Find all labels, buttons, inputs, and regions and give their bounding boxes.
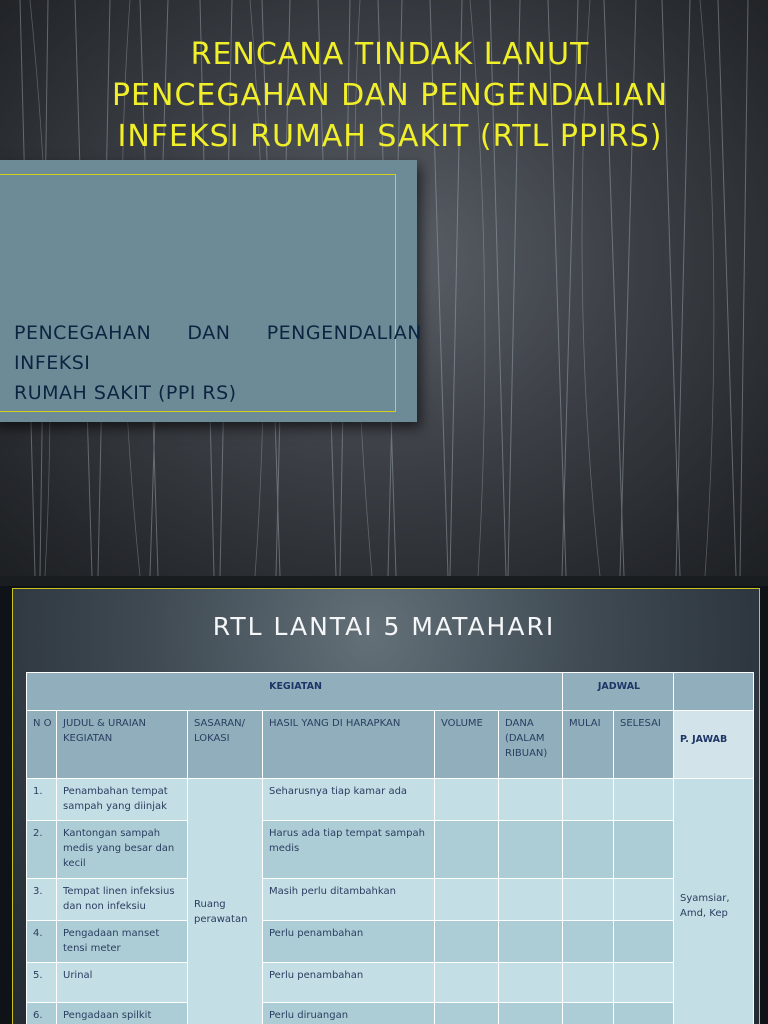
row-volume	[435, 879, 499, 921]
subtitle-line-1: PENCEGAHAN DAN PENGENDALIAN INFEKSI	[14, 322, 422, 374]
row-dana	[499, 879, 563, 921]
row-no: 6.	[27, 1003, 57, 1024]
table-row	[27, 779, 754, 821]
row-volume	[435, 779, 499, 821]
row-dana	[499, 779, 563, 821]
row-dana	[499, 921, 563, 963]
table-row	[27, 1003, 754, 1024]
row-mulai	[563, 821, 614, 879]
row-judul: Urinal	[57, 963, 188, 1003]
slide-2-title: RTL LANTAI 5 MATAHARI	[212, 612, 556, 641]
col-pj: P. JAWAB	[674, 711, 754, 779]
row-volume	[435, 1003, 499, 1024]
title-line-3: INFEKSI RUMAH SAKIT (RTL PPIRS)	[117, 119, 663, 154]
sasaran-cell: Ruang perawatan	[188, 779, 263, 1024]
group-header-row	[27, 673, 754, 711]
subtitle-text	[14, 318, 422, 408]
row-hasil: Seharusnya tiap kamar ada	[263, 779, 435, 821]
row-volume	[435, 963, 499, 1003]
row-hasil: Harus ada tiap tempat sampah medis	[263, 821, 435, 879]
col-judul: JUDUL & URAIAN KEGIATAN	[57, 711, 188, 779]
col-mulai: MULAI	[563, 711, 614, 779]
row-selesai	[614, 1003, 674, 1024]
row-volume	[435, 821, 499, 879]
row-mulai	[563, 1003, 614, 1024]
row-mulai	[563, 963, 614, 1003]
row-volume	[435, 921, 499, 963]
row-no: 3.	[27, 879, 57, 921]
slide-divider	[0, 576, 768, 586]
row-no: 2.	[27, 821, 57, 879]
row-mulai	[563, 879, 614, 921]
rtl-table	[26, 672, 754, 1024]
title-line-2: PENCEGAHAN DAN PENGENDALIAN	[111, 78, 669, 113]
row-judul: Pengadaan manset tensi meter	[57, 921, 188, 963]
row-judul: Tempat linen infeksius dan non infeksiu	[57, 879, 188, 921]
row-judul: Pengadaan spilkit	[57, 1003, 188, 1024]
row-no: 5.	[27, 963, 57, 1003]
row-selesai	[614, 879, 674, 921]
slide-2	[0, 586, 768, 1024]
table-row	[27, 821, 754, 879]
table-row	[27, 921, 754, 963]
row-judul: Kantongan sampah medis yang besar dan kecil	[57, 821, 188, 879]
table-row	[27, 879, 754, 921]
row-dana	[499, 963, 563, 1003]
subtitle-line-2: RUMAH SAKIT (PPI RS)	[14, 382, 237, 404]
col-sasaran: SASARAN/ LOKASI	[188, 711, 263, 779]
row-no: 1.	[27, 779, 57, 821]
title-line-1: RENCANA TINDAK LANUT	[190, 37, 590, 72]
row-selesai	[614, 963, 674, 1003]
slide-title	[60, 34, 720, 157]
table-row	[27, 963, 754, 1003]
row-dana	[499, 821, 563, 879]
col-dana: DANA (DALAM RIBUAN)	[499, 711, 563, 779]
jadwal-header: JADWAL	[563, 673, 674, 711]
row-judul: Penambahan tempat sampah yang diinjak	[57, 779, 188, 821]
row-hasil: Perlu penambahan	[263, 921, 435, 963]
row-hasil: Masih perlu ditambahkan	[263, 879, 435, 921]
row-hasil: Perlu penambahan	[263, 963, 435, 1003]
header-spacer	[674, 673, 754, 711]
row-selesai	[614, 821, 674, 879]
row-selesai	[614, 779, 674, 821]
row-mulai	[563, 779, 614, 821]
col-hasil: HASIL YANG DI HARAPKAN	[263, 711, 435, 779]
row-selesai	[614, 921, 674, 963]
row-mulai	[563, 921, 614, 963]
pj-cell: Syamsiar, Amd, Kep	[674, 779, 754, 1024]
col-selesai: SELESAI	[614, 711, 674, 779]
kegiatan-header: KEGIATAN	[27, 673, 563, 711]
col-no: N O	[27, 711, 57, 779]
col-volume: VOLUME	[435, 711, 499, 779]
row-hasil: Perlu diruangan	[263, 1003, 435, 1024]
column-header-row	[27, 711, 754, 779]
row-no: 4.	[27, 921, 57, 963]
row-dana	[499, 1003, 563, 1024]
